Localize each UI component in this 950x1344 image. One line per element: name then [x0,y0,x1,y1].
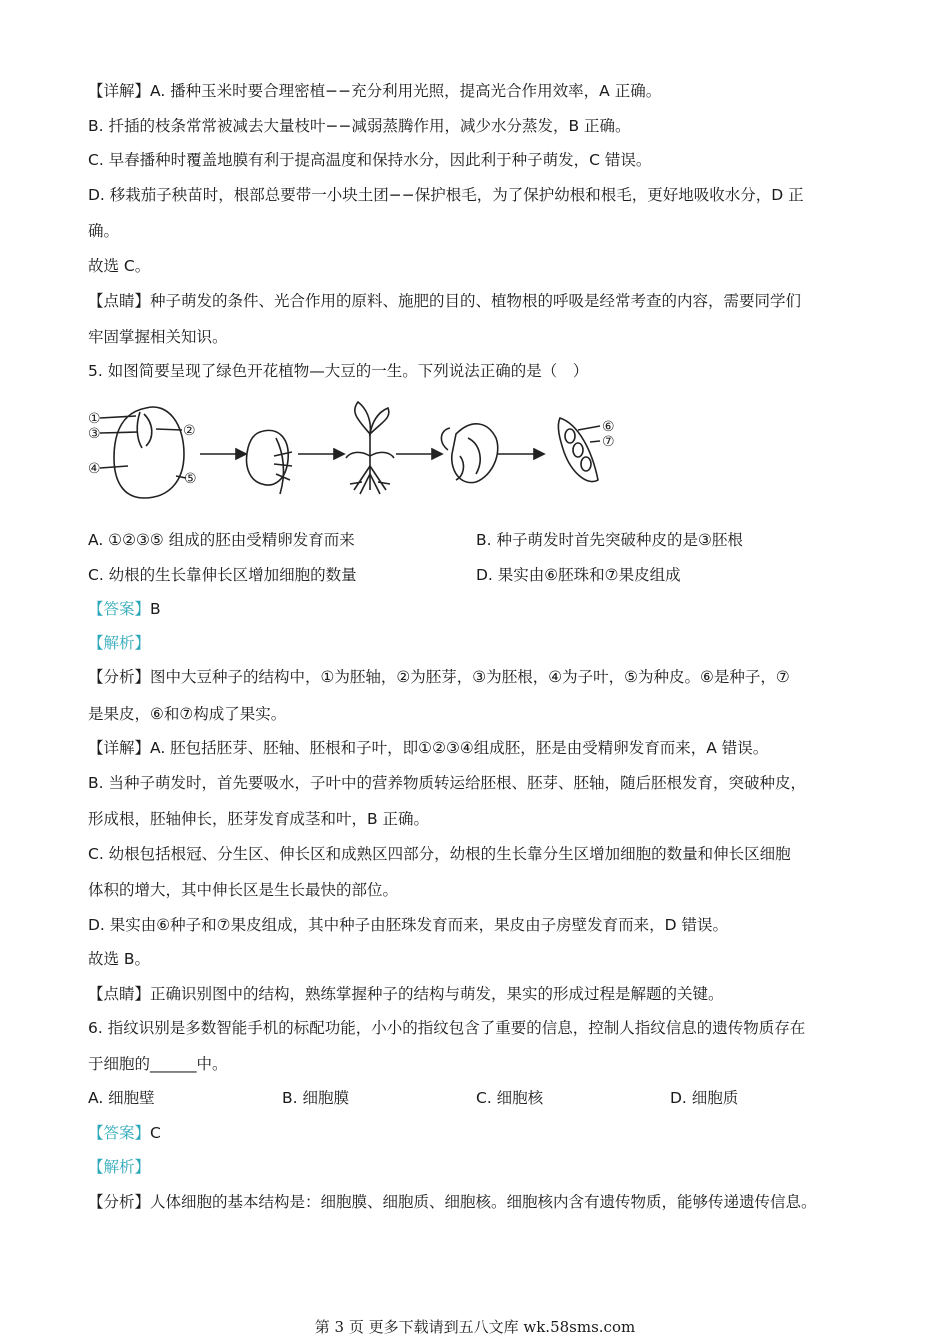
text-line: 故选 C。 [88,257,151,275]
soybean-life-cycle-figure [88,394,648,506]
text-line: 【分析】图中大豆种子的结构中，①为胚轴，②为胚芽，③为胚根，④为子叶，⑤为种皮。⑥是种子，⑦ [88,668,790,686]
text-line: B. 扦插的枝条常常被减去大量枝叶−−减弱蒸腾作用，减少水分蒸发，B 正确。 [88,117,631,135]
text-line: C. 幼根包括根冠、分生区、伸长区和成熟区四部分，幼根的生长靠分生区增加细胞的数量和伸长区细胞 [88,845,791,863]
q5-analysis-tag: 【解析】 [88,634,151,652]
label-1: ① [88,411,101,427]
text-line: 【点睛】种子萌发的条件、光合作用的原料、施肥的目的、植物根的呼吸是经常考查的内容，需要同学们 [88,292,802,310]
q6-option-b: B. 细胞膜 [282,1089,349,1107]
page-footer: 第 3 页 更多下载请到五八文库 wk.58sms.com [314,1318,636,1336]
answer-value: C [150,1124,161,1142]
q5-option-c: C. 幼根的生长靠伸长区增加细胞的数量 [88,566,357,584]
text-line: 牢固掌握相关知识。 [88,328,228,346]
q5-answer [88,598,890,620]
text-line: 【详解】A. 播种玉米时要合理密植−−充分利用光照，提高光合作用效率，A 正确。 [88,82,662,100]
text-line: 体积的增大，其中伸长区是生长最快的部位。 [88,881,399,899]
answer-tag: 【答案】 [88,600,151,618]
answer-value: B [150,600,161,618]
label-7: ⑦ [602,434,615,450]
q6-analysis-tag: 【解析】 [88,1158,151,1176]
answer-tag: 【答案】 [88,1124,151,1142]
text-line: C. 早春播种时覆盖地膜有利于提高温度和保持水分，因此利于种子萌发，C 错误。 [88,151,652,169]
q6-option-a: A. 细胞壁 [88,1089,155,1107]
label-2: ② [183,423,196,439]
text-line: 形成根，胚轴伸长，胚芽发育成茎和叶，B 正确。 [88,810,430,828]
text-line: B. 当种子萌发时，首先要吸水，子叶中的营养物质转运给胚根、胚芽、胚轴，随后胚根发育，突破种皮， [88,774,806,792]
question-6-stem-cont: 于细胞的______中。 [88,1055,228,1073]
q6-option-c: C. 细胞核 [476,1089,544,1107]
text-line: 是果皮，⑥和⑦构成了果实。 [88,705,287,723]
text-line: 【详解】A. 胚包括胚芽、胚轴、胚根和子叶，即①②③④组成胚，胚是由受精卵发育而来，A 错误。 [88,739,769,757]
text-line: D. 果实由⑥种子和⑦果皮组成，其中种子由胚珠发育而来，果皮由子房壁发育而来，D 错误。 [88,916,728,934]
q5-option-d: D. 果实由⑥胚珠和⑦果皮组成 [476,566,681,584]
text-line: 确。 [88,222,120,240]
question-5-stem: 5. 如图简要呈现了绿色开花植物—大豆的一生。下列说法正确的是（ ） [88,362,589,380]
text-line: 故选 B。 [88,950,151,968]
q5-option-b: B. 种子萌发时首先突破种皮的是③胚根 [476,531,743,549]
text-line: 【分析】人体细胞的基本结构是：细胞膜、细胞质、细胞核。细胞核内含有遗传物质，能够传递遗传信息。 [88,1193,817,1211]
question-6-stem: 6. 指纹识别是多数智能手机的标配功能，小小的指纹包含了重要的信息，控制人指纹信息的遗传物质存在 [88,1019,806,1037]
q5-option-a: A. ①②③⑤ 组成的胚由受精卵发育而来 [88,531,355,549]
label-4: ④ [88,461,101,477]
label-6: ⑥ [602,419,615,435]
text-line: D. 移栽茄子秧苗时，根部总要带一小块土团−−保护根毛，为了保护幼根和根毛，更好地吸收水分，D 正 [88,186,804,204]
label-5: ⑤ [184,471,197,487]
text-line: 【点睛】正确识别图中的结构，熟练掌握种子的结构与萌发，果实的形成过程是解题的关键。 [88,985,724,1003]
q6-option-d: D. 细胞质 [670,1089,739,1107]
q6-answer [88,1122,890,1144]
label-3: ③ [88,426,101,442]
